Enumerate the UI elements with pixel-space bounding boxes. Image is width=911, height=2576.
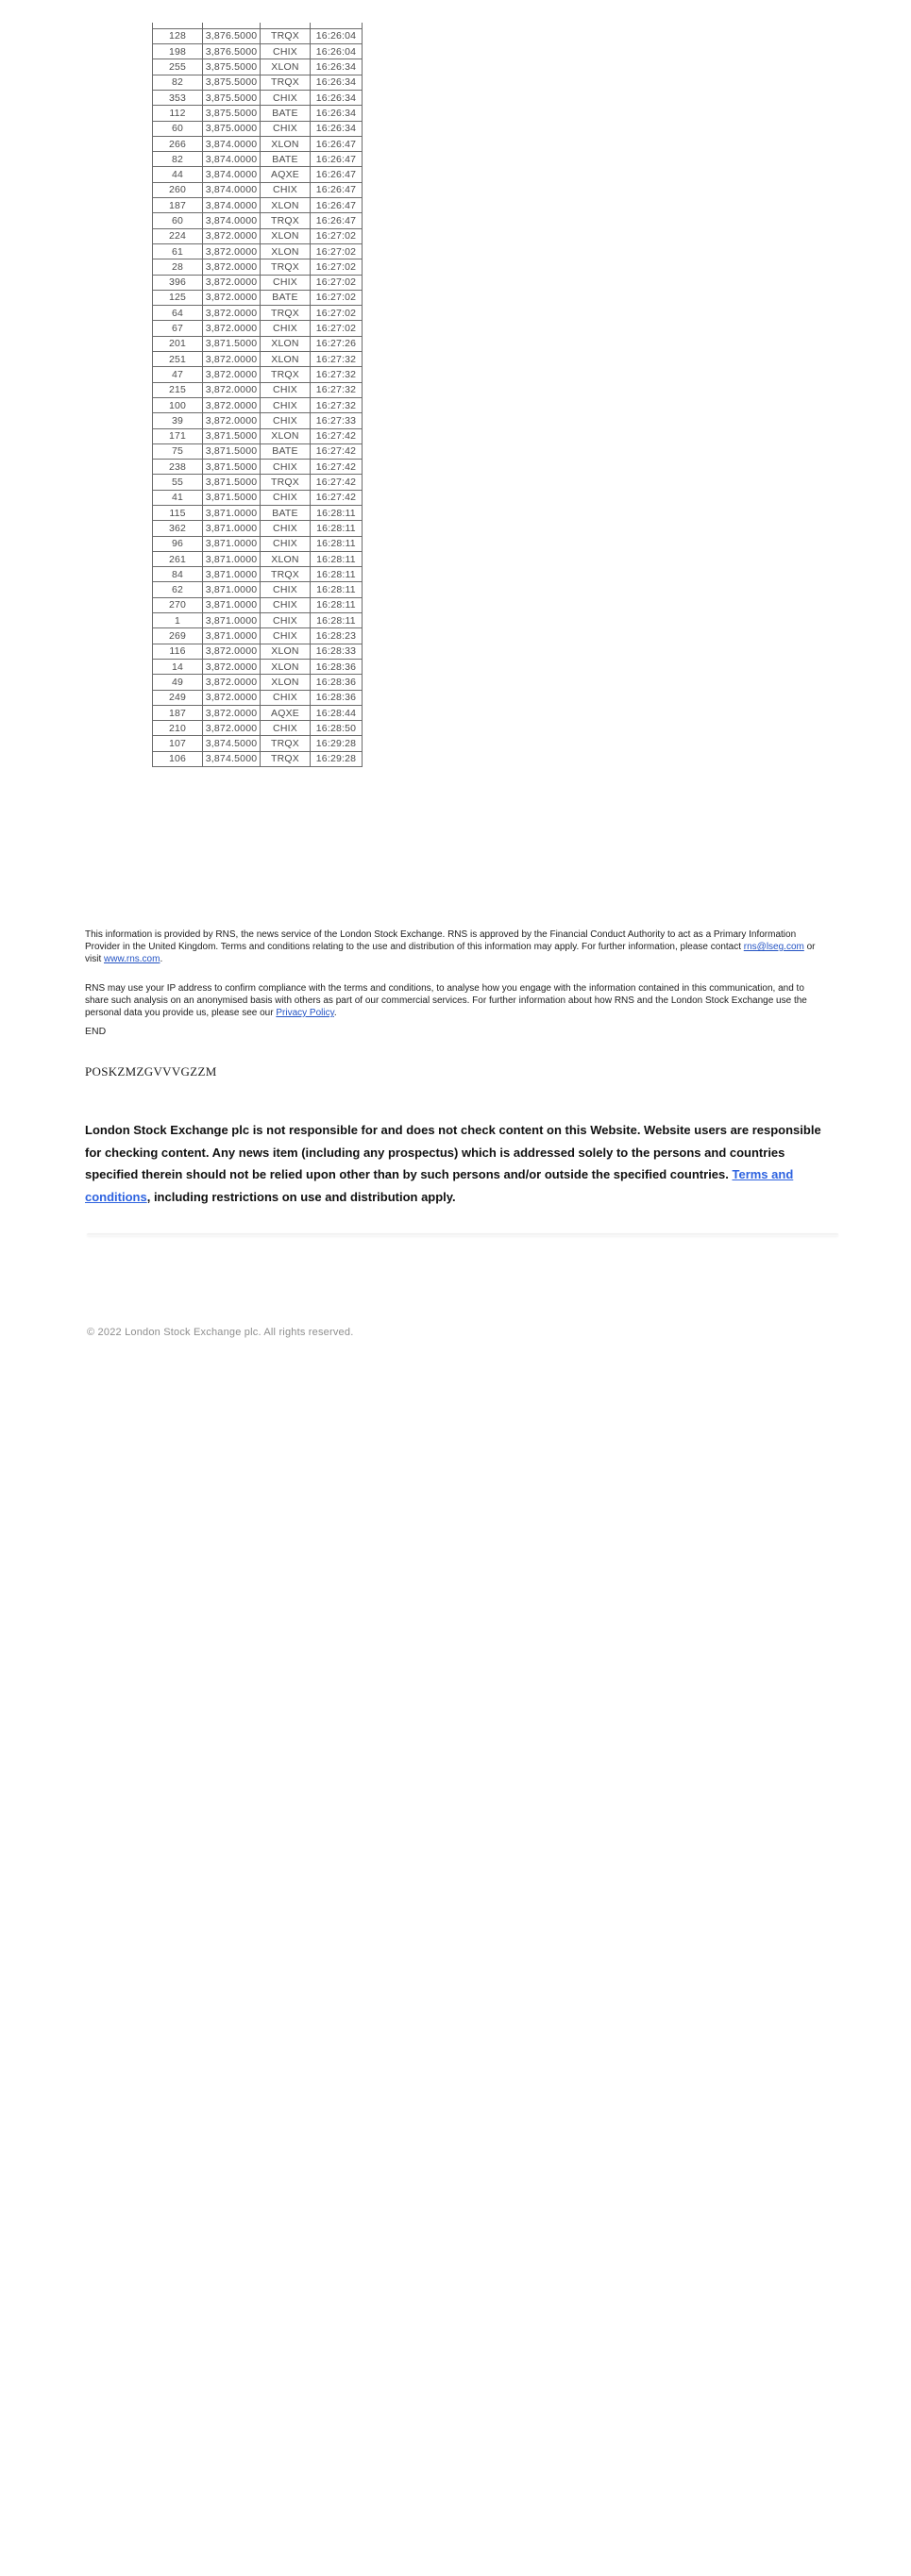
price-cell: 3,871.5000 <box>203 336 261 351</box>
disclaimer-text: London Stock Exchange plc is not responsible for and does not check content on this Website. Website users are responsible for checking content. Any news item (including any prospectus) which is addressed solely to the persons and countries specified therein should not be relied upon other than by such persons and/or outside the specified countries. <box>85 1123 821 1181</box>
volume-cell: 116 <box>153 644 203 659</box>
volume-cell: 96 <box>153 536 203 551</box>
time-cell: 16:28:11 <box>311 597 363 612</box>
time-cell: 16:26:34 <box>311 59 363 75</box>
table-row <box>153 382 363 397</box>
venue-cell: TRQX <box>261 28 311 43</box>
time-cell: 16:28:33 <box>311 644 363 659</box>
table-row <box>153 367 363 382</box>
venue-cell: XLON <box>261 136 311 151</box>
volume-cell: 60 <box>153 213 203 228</box>
venue-cell: XLON <box>261 59 311 75</box>
table-row <box>153 198 363 213</box>
table-row <box>153 536 363 551</box>
dissemination-code: POSKZMZGVVVGZZM <box>85 1064 217 1079</box>
time-cell: 16:28:23 <box>311 628 363 644</box>
price-cell: 3,872.0000 <box>203 228 261 243</box>
venue-cell: XLON <box>261 243 311 259</box>
venue-cell: XLON <box>261 336 311 351</box>
time-cell: 16:28:11 <box>311 506 363 521</box>
venue-cell: TRQX <box>261 736 311 751</box>
price-cell: 3,872.0000 <box>203 413 261 428</box>
legal-text: . <box>333 1008 337 1018</box>
venue-cell: CHIX <box>261 182 311 197</box>
time-cell: 16:26:47 <box>311 182 363 197</box>
time-cell: 16:27:02 <box>311 290 363 305</box>
volume-cell: 125 <box>153 290 203 305</box>
table-row <box>153 443 363 459</box>
time-cell: 16:26:47 <box>311 136 363 151</box>
volume-cell: 14 <box>153 659 203 674</box>
time-cell: 16:26:34 <box>311 106 363 121</box>
venue-cell: CHIX <box>261 397 311 412</box>
table-row <box>153 628 363 644</box>
table-row <box>153 352 363 367</box>
volume-cell: 84 <box>153 567 203 582</box>
table-row <box>153 428 363 443</box>
table-row <box>153 106 363 121</box>
price-cell: 3,872.0000 <box>203 306 261 321</box>
time-cell: 16:26:47 <box>311 198 363 213</box>
price-cell: 3,872.0000 <box>203 644 261 659</box>
price-cell: 3,875.5000 <box>203 106 261 121</box>
volume-cell: 128 <box>153 28 203 43</box>
legal-text: . <box>160 954 163 964</box>
price-cell: 3,871.5000 <box>203 460 261 475</box>
trade-report-table <box>152 23 363 767</box>
trades-table-body <box>153 23 363 767</box>
time-cell: 16:27:32 <box>311 367 363 382</box>
volume-cell: 215 <box>153 382 203 397</box>
venue-cell: CHIX <box>261 582 311 597</box>
time-cell: 16:26:47 <box>311 152 363 167</box>
time-cell: 16:28:11 <box>311 536 363 551</box>
table-row <box>153 659 363 674</box>
venue-cell: TRQX <box>261 259 311 275</box>
table-row <box>153 167 363 182</box>
volume-cell: 82 <box>153 152 203 167</box>
volume-cell: 47 <box>153 367 203 382</box>
time-cell: 16:28:36 <box>311 690 363 705</box>
time-cell: 16:27:02 <box>311 243 363 259</box>
time-cell: 16:27:32 <box>311 382 363 397</box>
volume-cell: 201 <box>153 336 203 351</box>
venue-cell: TRQX <box>261 213 311 228</box>
venue-cell: CHIX <box>261 382 311 397</box>
site-disclaimer-paragraph <box>85 1119 835 1208</box>
venue-cell: BATE <box>261 106 311 121</box>
time-cell: 16:29:28 <box>311 736 363 751</box>
venue-cell: CHIX <box>261 460 311 475</box>
volume-cell: 49 <box>153 675 203 690</box>
volume-cell: 255 <box>153 59 203 75</box>
volume-cell: 67 <box>153 321 203 336</box>
price-cell: 3,871.5000 <box>203 443 261 459</box>
volume-cell: 269 <box>153 628 203 644</box>
volume-cell: 260 <box>153 182 203 197</box>
time-cell: 16:26:04 <box>311 44 363 59</box>
volume-cell: 187 <box>153 198 203 213</box>
volume-cell: 1 <box>153 613 203 628</box>
table-row <box>153 736 363 751</box>
table-row <box>153 490 363 505</box>
price-cell: 3,872.0000 <box>203 382 261 397</box>
table-row <box>153 59 363 75</box>
time-cell: 16:26:47 <box>311 213 363 228</box>
price-cell: 3,875.0000 <box>203 121 261 136</box>
time-cell: 16:28:11 <box>311 567 363 582</box>
time-cell: 16:26:34 <box>311 75 363 90</box>
volume-cell: 249 <box>153 690 203 705</box>
price-cell: 3,875.5000 <box>203 59 261 75</box>
price-cell: 3,872.0000 <box>203 721 261 736</box>
venue-cell: CHIX <box>261 521 311 536</box>
price-cell: 3,872.0000 <box>203 705 261 720</box>
venue-cell: AQXE <box>261 705 311 720</box>
volume-cell: 112 <box>153 106 203 121</box>
table-row <box>153 44 363 59</box>
disclaimer-text: , including restrictions on use and distribution apply. <box>146 1189 456 1204</box>
table-row <box>153 751 363 766</box>
volume-cell: 107 <box>153 736 203 751</box>
volume-cell: 62 <box>153 582 203 597</box>
table-row <box>153 506 363 521</box>
price-cell: 3,876.5000 <box>203 28 261 43</box>
venue-cell: XLON <box>261 644 311 659</box>
volume-cell: 362 <box>153 521 203 536</box>
price-cell: 3,871.0000 <box>203 582 261 597</box>
price-cell: 3,871.5000 <box>203 490 261 505</box>
price-cell: 3,872.0000 <box>203 675 261 690</box>
venue-cell: CHIX <box>261 628 311 644</box>
price-cell: 3,871.0000 <box>203 506 261 521</box>
price-cell: 3,874.0000 <box>203 167 261 182</box>
price-cell: 3,874.5000 <box>203 736 261 751</box>
volume-cell: 28 <box>153 259 203 275</box>
volume-cell: 39 <box>153 413 203 428</box>
venue-cell: CHIX <box>261 90 311 105</box>
rns-legal-paragraph-1 <box>85 928 818 965</box>
price-cell: 3,872.0000 <box>203 397 261 412</box>
price-cell: 3,872.0000 <box>203 690 261 705</box>
venue-cell: CHIX <box>261 613 311 628</box>
volume-cell: 106 <box>153 751 203 766</box>
venue-cell: CHIX <box>261 721 311 736</box>
price-cell: 3,871.0000 <box>203 567 261 582</box>
venue-cell: XLON <box>261 428 311 443</box>
price-cell: 3,875.5000 <box>203 90 261 105</box>
trade-report-table-wrap <box>152 23 363 767</box>
venue-cell: CHIX <box>261 690 311 705</box>
price-cell: 3,872.0000 <box>203 290 261 305</box>
copyright-notice: © 2022 London Stock Exchange plc. All rights reserved. <box>87 1327 354 1338</box>
price-cell: 3,872.0000 <box>203 259 261 275</box>
volume-cell: 61 <box>153 243 203 259</box>
table-row <box>153 705 363 720</box>
price-cell: 3,872.0000 <box>203 275 261 290</box>
price-cell: 3,874.0000 <box>203 198 261 213</box>
price-cell: 3,872.0000 <box>203 352 261 367</box>
price-cell: 3,871.5000 <box>203 475 261 490</box>
time-cell: 16:27:26 <box>311 336 363 351</box>
time-cell: 16:27:42 <box>311 490 363 505</box>
venue-cell: CHIX <box>261 321 311 336</box>
table-row <box>153 551 363 566</box>
table-row <box>153 213 363 228</box>
table-row <box>153 121 363 136</box>
table-row <box>153 28 363 43</box>
legal-text: or visit <box>85 942 816 964</box>
price-cell: 3,874.0000 <box>203 152 261 167</box>
price-cell: 3,871.0000 <box>203 628 261 644</box>
table-row <box>153 228 363 243</box>
volume-cell: 224 <box>153 228 203 243</box>
price-cell: 3,871.0000 <box>203 521 261 536</box>
price-cell: 3,874.0000 <box>203 136 261 151</box>
time-cell: 16:27:42 <box>311 460 363 475</box>
venue-cell: CHIX <box>261 597 311 612</box>
time-cell: 16:26:34 <box>311 121 363 136</box>
table-row <box>153 567 363 582</box>
table-row <box>153 413 363 428</box>
time-cell: 16:27:02 <box>311 321 363 336</box>
table-row <box>153 182 363 197</box>
table-row <box>153 460 363 475</box>
venue-cell: XLON <box>261 551 311 566</box>
venue-cell: CHIX <box>261 275 311 290</box>
price-cell: 3,871.5000 <box>203 428 261 443</box>
privacy-policy-link[interactable]: Privacy Policy <box>276 1008 334 1018</box>
venue-cell: XLON <box>261 198 311 213</box>
time-cell: 16:27:42 <box>311 428 363 443</box>
time-cell: 16:27:32 <box>311 397 363 412</box>
price-cell: 3,871.0000 <box>203 613 261 628</box>
table-row <box>153 690 363 705</box>
time-cell: 16:28:11 <box>311 613 363 628</box>
rns-website-link[interactable]: www.rns.com <box>104 954 160 964</box>
time-cell: 16:27:02 <box>311 275 363 290</box>
venue-cell: TRQX <box>261 751 311 766</box>
price-cell: 3,871.0000 <box>203 536 261 551</box>
volume-cell: 251 <box>153 352 203 367</box>
legal-text: RNS may use your IP address to confirm compliance with the terms and conditions, to analyse how you engage with the information contained in this communication, and to share such analysis on an anonymised basis with others as part of our commercial services. For further information about how RNS and the London Stock Exchange use the personal data you provide us, please see our <box>85 983 807 1018</box>
volume-cell: 100 <box>153 397 203 412</box>
table-row <box>153 613 363 628</box>
time-cell: 16:28:36 <box>311 675 363 690</box>
table-row <box>153 152 363 167</box>
venue-cell: BATE <box>261 152 311 167</box>
venue-cell: BATE <box>261 443 311 459</box>
price-cell: 3,875.5000 <box>203 75 261 90</box>
venue-cell: CHIX <box>261 44 311 59</box>
time-cell: 16:26:04 <box>311 28 363 43</box>
table-row <box>153 259 363 275</box>
venue-cell: CHIX <box>261 121 311 136</box>
table-row <box>153 597 363 612</box>
volume-cell: 261 <box>153 551 203 566</box>
table-row <box>153 321 363 336</box>
rns-legal-paragraph-2 <box>85 982 818 1019</box>
venue-cell: BATE <box>261 506 311 521</box>
price-cell: 3,874.0000 <box>203 182 261 197</box>
table-row <box>153 75 363 90</box>
table-row <box>153 644 363 659</box>
table-row <box>153 475 363 490</box>
table-row <box>153 275 363 290</box>
venue-cell: CHIX <box>261 536 311 551</box>
volume-cell: 210 <box>153 721 203 736</box>
table-row <box>153 306 363 321</box>
table-row <box>153 521 363 536</box>
price-cell: 3,872.0000 <box>203 243 261 259</box>
volume-cell: 187 <box>153 705 203 720</box>
venue-cell: XLON <box>261 352 311 367</box>
table-row <box>153 397 363 412</box>
volume-cell: 75 <box>153 443 203 459</box>
price-cell: 3,874.5000 <box>203 751 261 766</box>
venue-cell: BATE <box>261 290 311 305</box>
volume-cell: 353 <box>153 90 203 105</box>
volume-cell: 82 <box>153 75 203 90</box>
time-cell: 16:28:11 <box>311 582 363 597</box>
volume-cell: 60 <box>153 121 203 136</box>
time-cell: 16:28:50 <box>311 721 363 736</box>
venue-cell: XLON <box>261 659 311 674</box>
venue-cell: XLON <box>261 675 311 690</box>
end-marker: END <box>85 1026 107 1037</box>
table-row <box>153 582 363 597</box>
time-cell: 16:27:32 <box>311 352 363 367</box>
time-cell: 16:27:02 <box>311 228 363 243</box>
volume-cell: 396 <box>153 275 203 290</box>
volume-cell: 55 <box>153 475 203 490</box>
venue-cell: TRQX <box>261 75 311 90</box>
volume-cell: 198 <box>153 44 203 59</box>
time-cell: 16:27:33 <box>311 413 363 428</box>
time-cell: 16:29:28 <box>311 751 363 766</box>
table-row <box>153 90 363 105</box>
table-row <box>153 136 363 151</box>
price-cell: 3,871.0000 <box>203 551 261 566</box>
footer-divider <box>87 1233 838 1236</box>
time-cell: 16:27:02 <box>311 306 363 321</box>
time-cell: 16:27:42 <box>311 443 363 459</box>
rns-email-link[interactable]: rns@lseg.com <box>743 942 804 952</box>
legal-text: This information is provided by RNS, the news service of the London Stock Exchange. RNS is approved by the Financial Conduct Authority to act as a Primary Information Provider in the United Kingdom. Terms and conditions relating to the use and distribution of this information may apply. For further information, please contact <box>85 929 797 952</box>
table-row <box>153 290 363 305</box>
venue-cell: XLON <box>261 228 311 243</box>
terms-and-conditions-link[interactable]: Terms and conditions <box>85 1167 794 1204</box>
time-cell: 16:26:34 <box>311 90 363 105</box>
volume-cell: 266 <box>153 136 203 151</box>
table-row <box>153 336 363 351</box>
volume-cell: 41 <box>153 490 203 505</box>
venue-cell: AQXE <box>261 167 311 182</box>
volume-cell: 115 <box>153 506 203 521</box>
time-cell: 16:28:11 <box>311 551 363 566</box>
price-cell: 3,876.5000 <box>203 44 261 59</box>
table-row <box>153 243 363 259</box>
volume-cell: 171 <box>153 428 203 443</box>
volume-cell: 238 <box>153 460 203 475</box>
time-cell: 16:28:11 <box>311 521 363 536</box>
price-cell: 3,872.0000 <box>203 321 261 336</box>
time-cell: 16:27:42 <box>311 475 363 490</box>
venue-cell: TRQX <box>261 475 311 490</box>
volume-cell: 270 <box>153 597 203 612</box>
table-row <box>153 675 363 690</box>
volume-cell: 44 <box>153 167 203 182</box>
volume-cell: 64 <box>153 306 203 321</box>
venue-cell: CHIX <box>261 490 311 505</box>
venue-cell: CHIX <box>261 413 311 428</box>
venue-cell: TRQX <box>261 306 311 321</box>
time-cell: 16:28:44 <box>311 705 363 720</box>
price-cell: 3,872.0000 <box>203 367 261 382</box>
time-cell: 16:26:47 <box>311 167 363 182</box>
price-cell: 3,871.0000 <box>203 597 261 612</box>
venue-cell: TRQX <box>261 567 311 582</box>
time-cell: 16:28:36 <box>311 659 363 674</box>
price-cell: 3,874.0000 <box>203 213 261 228</box>
venue-cell: TRQX <box>261 367 311 382</box>
table-row <box>153 721 363 736</box>
time-cell: 16:27:02 <box>311 259 363 275</box>
price-cell: 3,872.0000 <box>203 659 261 674</box>
